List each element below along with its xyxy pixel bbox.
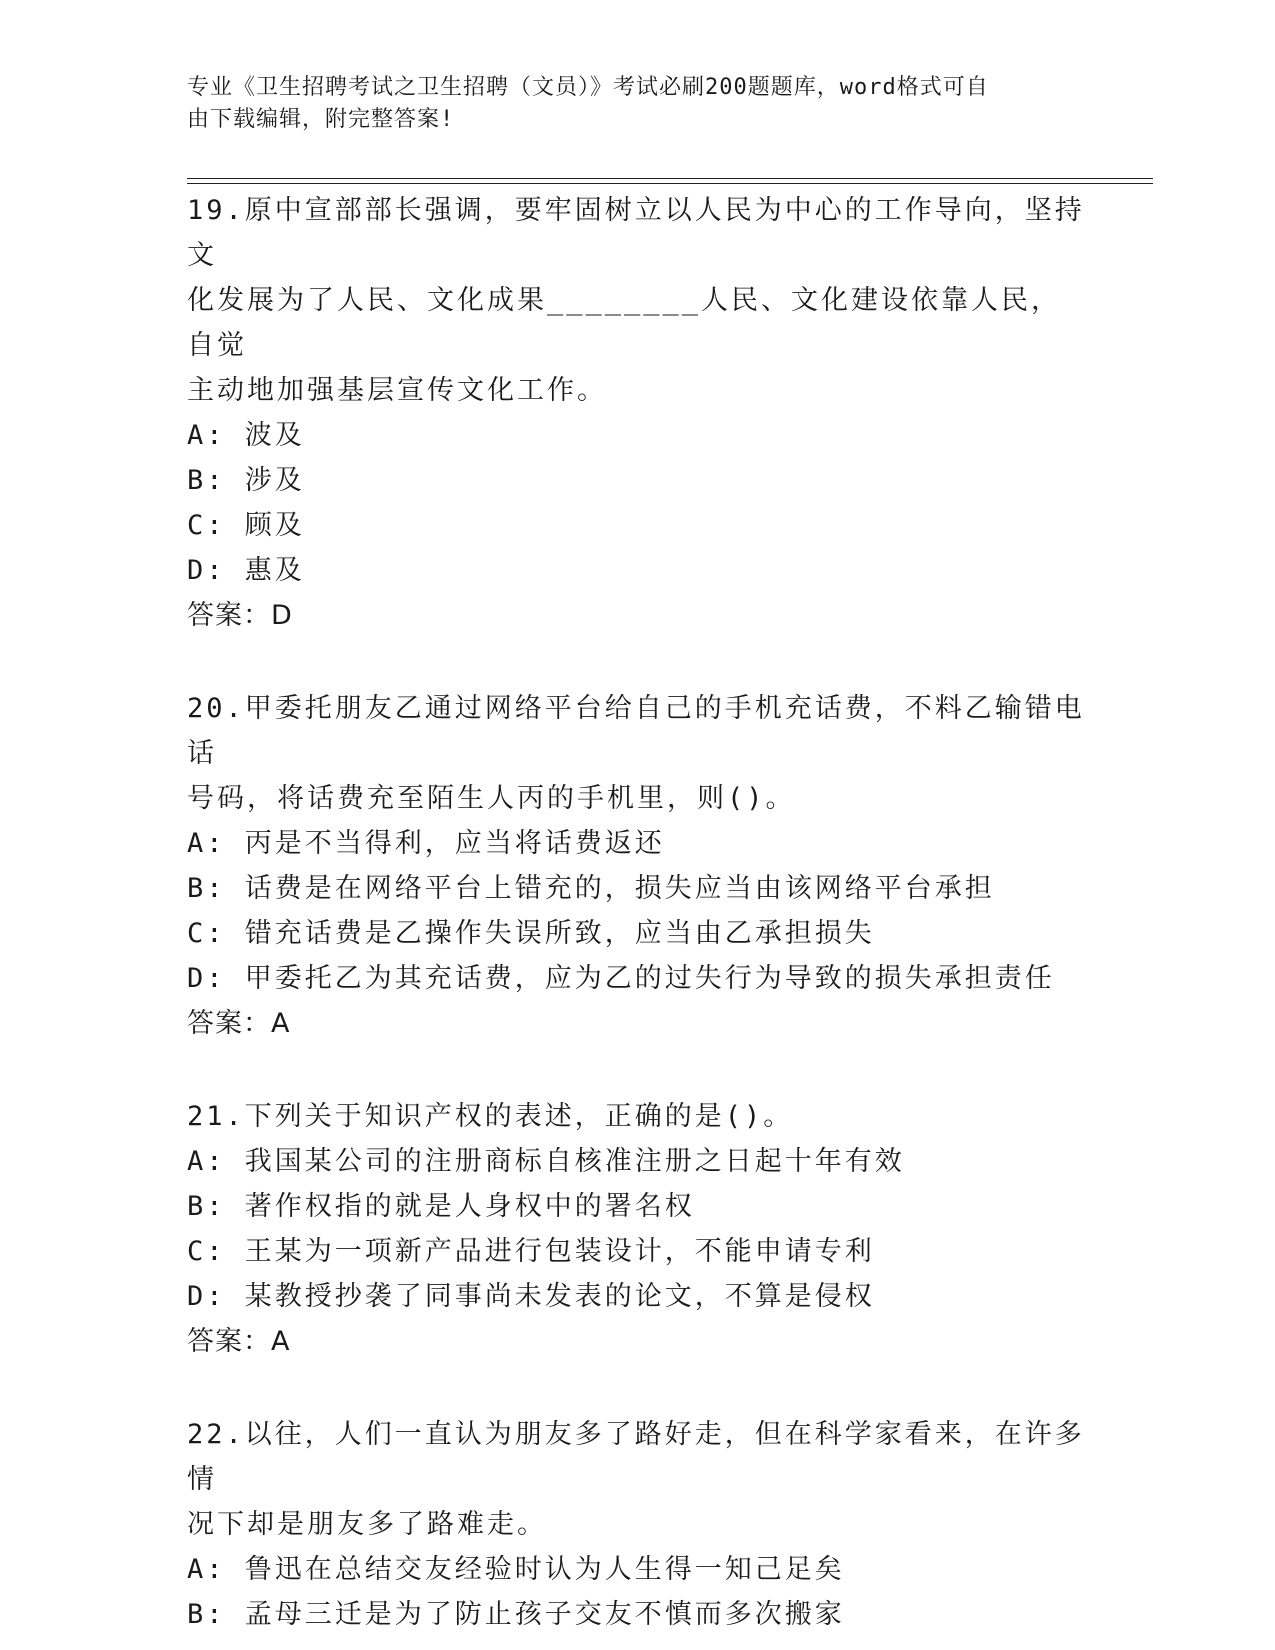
question-21 bbox=[187, 1094, 1087, 1364]
question-stem bbox=[187, 1094, 1087, 1139]
header-line-2: 由下载编辑，附完整答案! bbox=[187, 107, 455, 132]
option-b: B: 著作权指的就是人身权中的署名权 bbox=[187, 1191, 695, 1222]
question-20 bbox=[187, 686, 1087, 1046]
header-rule-bottom bbox=[187, 183, 1153, 184]
question-stem bbox=[187, 686, 1087, 821]
answer-label: 答案：A bbox=[187, 1326, 291, 1357]
option-b: B: 涉及 bbox=[187, 465, 305, 496]
header-rule-top bbox=[187, 178, 1153, 179]
option-a: A: 鲁迅在总结交友经验时认为人生得一知己足矣 bbox=[187, 1554, 845, 1585]
question-stem bbox=[187, 1412, 1087, 1547]
option-d: D: 甲委托乙为其充话费，应为乙的过失行为导致的损失承担责任 bbox=[187, 963, 1055, 994]
question-22 bbox=[187, 1412, 1087, 1637]
option-a: A: 丙是不当得利，应当将话费返还 bbox=[187, 828, 665, 859]
option-c: C: 王某为一项新产品进行包装设计，不能申请专利 bbox=[187, 1236, 875, 1267]
option-c: C: 错充话费是乙操作失误所致，应当由乙承担损失 bbox=[187, 918, 875, 949]
question-gap bbox=[187, 1046, 1087, 1094]
option-b: B: 孟母三迁是为了防止孩子交友不慎而多次搬家 bbox=[187, 1599, 845, 1630]
option-a: A: 我国某公司的注册商标自核准注册之日起十年有效 bbox=[187, 1146, 905, 1177]
stem-line: 22.以往，人们一直认为朋友多了路好走，但在科学家看来，在许多情 bbox=[187, 1419, 1085, 1495]
stem-line: 化发展为了人民、文化成果________人民、文化建设依靠人民，自觉 bbox=[187, 285, 1062, 361]
question-stem bbox=[187, 188, 1087, 413]
option-d: D: 某教授抄袭了同事尚未发表的论文，不算是侵权 bbox=[187, 1281, 875, 1312]
stem-line: 况下却是朋友多了路难走。 bbox=[187, 1509, 547, 1540]
question-19 bbox=[187, 188, 1087, 638]
question-list bbox=[187, 188, 1087, 1637]
document-header bbox=[187, 72, 1067, 136]
stem-line: 19.原中宣部部长强调，要牢固树立以人民为中心的工作导向，坚持文 bbox=[187, 195, 1085, 271]
option-b: B: 话费是在网络平台上错充的，损失应当由该网络平台承担 bbox=[187, 873, 995, 904]
stem-line: 21.下列关于知识产权的表述，正确的是()。 bbox=[187, 1101, 794, 1132]
answer-label: 答案：D bbox=[187, 600, 293, 631]
question-gap bbox=[187, 638, 1087, 686]
option-c: C: 顾及 bbox=[187, 510, 305, 541]
option-d: D: 惠及 bbox=[187, 555, 305, 586]
stem-line: 号码，将话费充至陌生人丙的手机里，则()。 bbox=[187, 783, 796, 814]
stem-line: 主动地加强基层宣传文化工作。 bbox=[187, 375, 607, 406]
question-gap bbox=[187, 1364, 1087, 1412]
header-line-1: 专业《卫生招聘考试之卫生招聘（文员）》考试必刷200题题库，word格式可自 bbox=[187, 75, 989, 100]
option-a: A: 波及 bbox=[187, 420, 305, 451]
stem-line: 20.甲委托朋友乙通过网络平台给自己的手机充话费，不料乙输错电话 bbox=[187, 693, 1085, 769]
answer-label: 答案：A bbox=[187, 1008, 291, 1039]
